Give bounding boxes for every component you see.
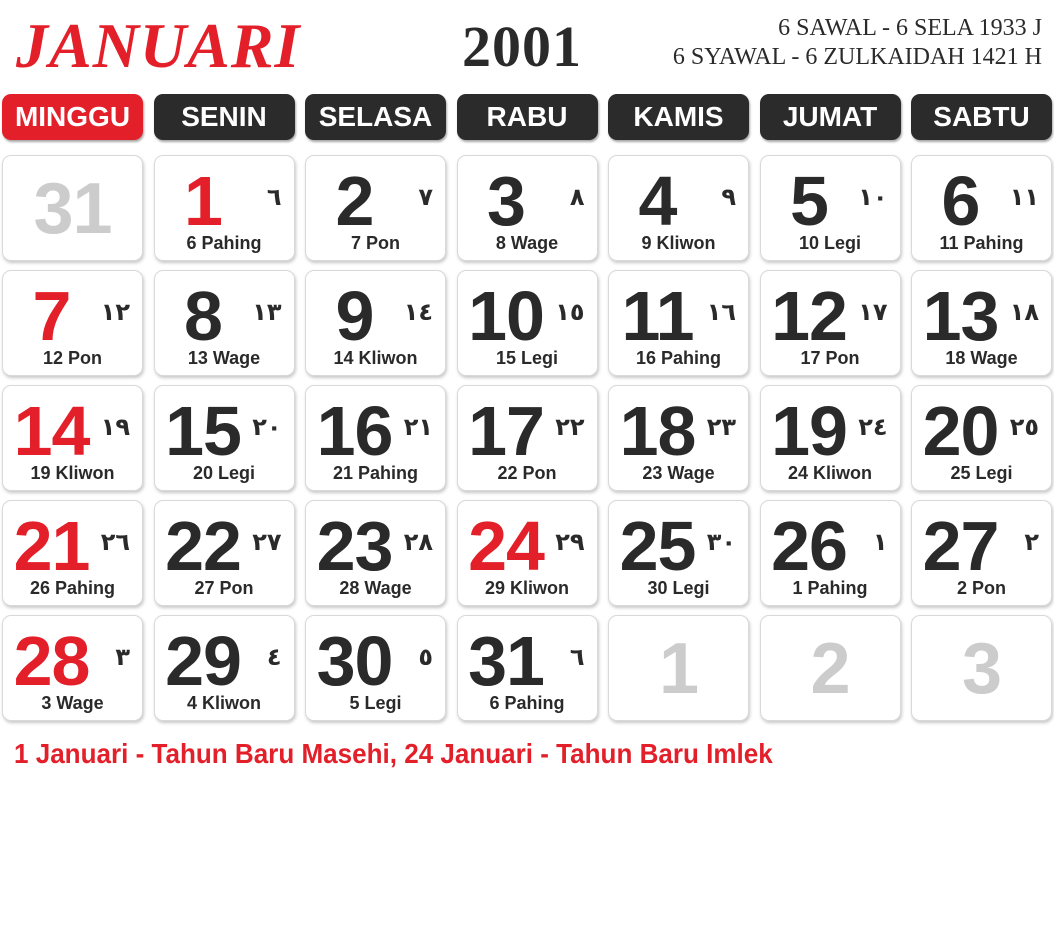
weekday-selasa: SELASA	[305, 94, 446, 140]
pasaran-label: 28 Wage	[339, 578, 412, 598]
pasaran-label: 22 Pon	[497, 463, 557, 483]
day-cell	[154, 270, 295, 376]
hijri-day: ١	[872, 528, 888, 556]
pasaran-label: 19 Kliwon	[30, 463, 115, 483]
pasaran-label: 15 Legi	[495, 348, 559, 368]
hijri-day: ١٢	[100, 298, 130, 326]
pasaran-label: 21 Pahing	[332, 463, 419, 483]
day-number: 3	[961, 629, 1002, 709]
day-cell-outside-month	[911, 615, 1052, 721]
day-number: 7	[32, 277, 71, 355]
day-cell	[760, 155, 901, 261]
pasaran-label: 20 Legi	[192, 463, 256, 483]
day-cell	[760, 270, 901, 376]
pasaran-label: 14 Kliwon	[333, 348, 418, 368]
day-cell	[154, 615, 295, 721]
day-number: 2	[335, 162, 374, 240]
day-cell	[911, 270, 1052, 376]
day-cell-outside-month	[608, 615, 749, 721]
day-cell	[2, 270, 143, 376]
era-ranges	[673, 14, 1042, 72]
weekday-sabtu: SABTU	[911, 94, 1052, 140]
day-number: 15	[165, 392, 241, 470]
day-cell	[608, 385, 749, 491]
day-cell	[2, 615, 143, 721]
hijri-day: ٢٩	[555, 528, 585, 556]
day-number: 31	[468, 622, 544, 700]
day-cell	[457, 500, 598, 606]
pasaran-label: 5 Legi	[349, 693, 402, 713]
hijri-day: ٧	[418, 183, 433, 211]
hijri-day: ١٤	[403, 298, 433, 326]
day-cell	[2, 500, 143, 606]
day-number: 2	[810, 629, 850, 709]
hijri-day: ١٣	[252, 298, 282, 326]
pasaran-label: 16 Pahing	[635, 348, 722, 368]
weekday-minggu: MINGGU	[2, 94, 143, 140]
day-number: 29	[165, 622, 241, 700]
hijri-day: ٨	[569, 183, 585, 211]
day-cell	[457, 270, 598, 376]
day-cell	[305, 500, 446, 606]
hijri-day: ١٩	[100, 413, 130, 441]
hijri-day: ٢٥	[1009, 413, 1039, 441]
day-cell-outside-month	[2, 155, 143, 261]
day-number: 21	[13, 507, 90, 585]
calendar-grid	[2, 155, 1052, 721]
weekday-kamis: KAMIS	[608, 94, 749, 140]
day-number: 28	[13, 622, 90, 700]
day-number: 19	[771, 392, 847, 470]
day-cell	[760, 500, 901, 606]
day-number: 14	[13, 392, 90, 470]
pasaran-label: 2 Pon	[956, 578, 1006, 598]
pasaran-label: 13 Wage	[187, 348, 261, 368]
hijri-range: 6 SYAWAL - 6 ZULKAIDAH 1421 H	[672, 44, 1042, 70]
pasaran-label: 24 Kliwon	[787, 463, 872, 483]
calendar-header	[0, 0, 1054, 90]
hijri-day: ٢٧	[252, 528, 282, 556]
day-number: 27	[922, 507, 999, 585]
day-number: 17	[468, 392, 544, 470]
day-number: 26	[771, 507, 847, 585]
hijri-day: ٦	[569, 643, 585, 671]
day-cell	[154, 385, 295, 491]
pasaran-label: 3 Wage	[41, 693, 104, 713]
day-cell	[760, 385, 901, 491]
day-cell	[911, 155, 1052, 261]
pasaran-label: 23 Wage	[642, 463, 715, 483]
pasaran-label: 12 Pon	[42, 348, 103, 368]
day-number: 10	[468, 277, 544, 355]
hijri-day: ١٦	[706, 298, 736, 326]
hijri-day: ٢١	[403, 413, 433, 441]
holiday-note: 1 Januari - Tahun Baru Masehi, 24 Januari - Tahun Baru Imlek	[14, 738, 773, 769]
hijri-day: ٢٠	[252, 413, 282, 441]
day-number: 5	[790, 162, 828, 240]
pasaran-label: 4 Kliwon	[186, 693, 261, 713]
hijri-day: ٢٨	[403, 528, 433, 556]
hijri-day: ١٧	[858, 298, 888, 326]
day-cell-outside-month	[760, 615, 901, 721]
day-cell	[305, 615, 446, 721]
javanese-range: 6 SAWAL - 6 SELA 1933 J	[778, 15, 1042, 41]
pasaran-label: 30 Legi	[647, 578, 710, 598]
day-cell	[911, 500, 1052, 606]
day-number: 1	[184, 162, 222, 240]
weekday-rabu: RABU	[457, 94, 598, 140]
hijri-day: ٤	[266, 643, 282, 671]
pasaran-label: 6 Pahing	[489, 693, 565, 713]
hijri-day: ٥	[418, 643, 433, 671]
day-number: 6	[941, 162, 980, 240]
pasaran-label: 17 Pon	[800, 348, 860, 368]
day-cell	[305, 385, 446, 491]
hijri-day: ٢	[1024, 528, 1039, 556]
day-number: 25	[619, 507, 696, 585]
day-number: 18	[619, 392, 696, 470]
day-number: 12	[771, 277, 847, 355]
day-number: 3	[487, 162, 525, 240]
pasaran-label: 29 Kliwon	[484, 578, 569, 598]
day-number: 11	[621, 277, 694, 355]
pasaran-label: 10 Legi	[798, 233, 862, 253]
day-cell	[911, 385, 1052, 491]
pasaran-label: 26 Pahing	[29, 578, 116, 598]
pasaran-label: 9 Kliwon	[641, 233, 716, 253]
hijri-day: ٢٤	[858, 413, 888, 441]
year-title: 2001	[462, 14, 582, 79]
day-cell	[608, 270, 749, 376]
weekday-senin: SENIN	[154, 94, 295, 140]
hijri-day: ١٠	[858, 183, 888, 211]
hijri-day: ٦	[266, 183, 282, 211]
day-cell	[154, 500, 295, 606]
pasaran-label: 7 Pon	[350, 233, 400, 253]
day-number: 4	[638, 162, 677, 240]
day-number: 23	[316, 507, 393, 585]
day-cell	[154, 155, 295, 261]
day-cell	[457, 155, 598, 261]
pasaran-label: 25 Legi	[950, 463, 1013, 483]
pasaran-label: 27 Pon	[194, 578, 254, 598]
weekday-header-row	[2, 94, 1052, 140]
day-number: 22	[165, 507, 241, 585]
pasaran-label: 18 Wage	[945, 348, 1018, 368]
day-cell	[305, 155, 446, 261]
day-cell	[608, 500, 749, 606]
month-title: JANUARI	[16, 10, 301, 81]
hijri-day: ٢٣	[706, 413, 736, 441]
hijri-day: ١٨	[1009, 298, 1039, 326]
hijri-day: ٣	[115, 643, 130, 671]
day-cell	[608, 155, 749, 261]
hijri-day: ٩	[721, 183, 736, 211]
day-number: 8	[184, 277, 222, 355]
day-cell	[457, 385, 598, 491]
pasaran-label: 11 Pahing	[939, 233, 1024, 253]
hijri-day: ١٥	[555, 298, 585, 326]
day-number: 31	[33, 169, 112, 249]
day-number: 20	[922, 392, 999, 470]
day-number: 16	[316, 392, 393, 470]
hijri-day: ١١	[1009, 183, 1039, 211]
hijri-day: ٢٦	[100, 528, 130, 556]
hijri-day: ٣٠	[706, 528, 736, 556]
day-cell	[305, 270, 446, 376]
pasaran-label: 8 Wage	[495, 233, 559, 253]
day-number: 24	[468, 507, 544, 585]
pasaran-label: 1 Pahing	[792, 578, 868, 598]
hijri-day: ٢٢	[555, 413, 585, 441]
day-cell	[457, 615, 598, 721]
day-number: 9	[335, 277, 374, 355]
day-number: 1	[658, 629, 699, 709]
pasaran-label: 6 Pahing	[186, 233, 262, 253]
day-number: 30	[316, 622, 393, 700]
day-number: 13	[922, 277, 999, 355]
day-cell	[2, 385, 143, 491]
weekday-jumat: JUMAT	[760, 94, 901, 140]
